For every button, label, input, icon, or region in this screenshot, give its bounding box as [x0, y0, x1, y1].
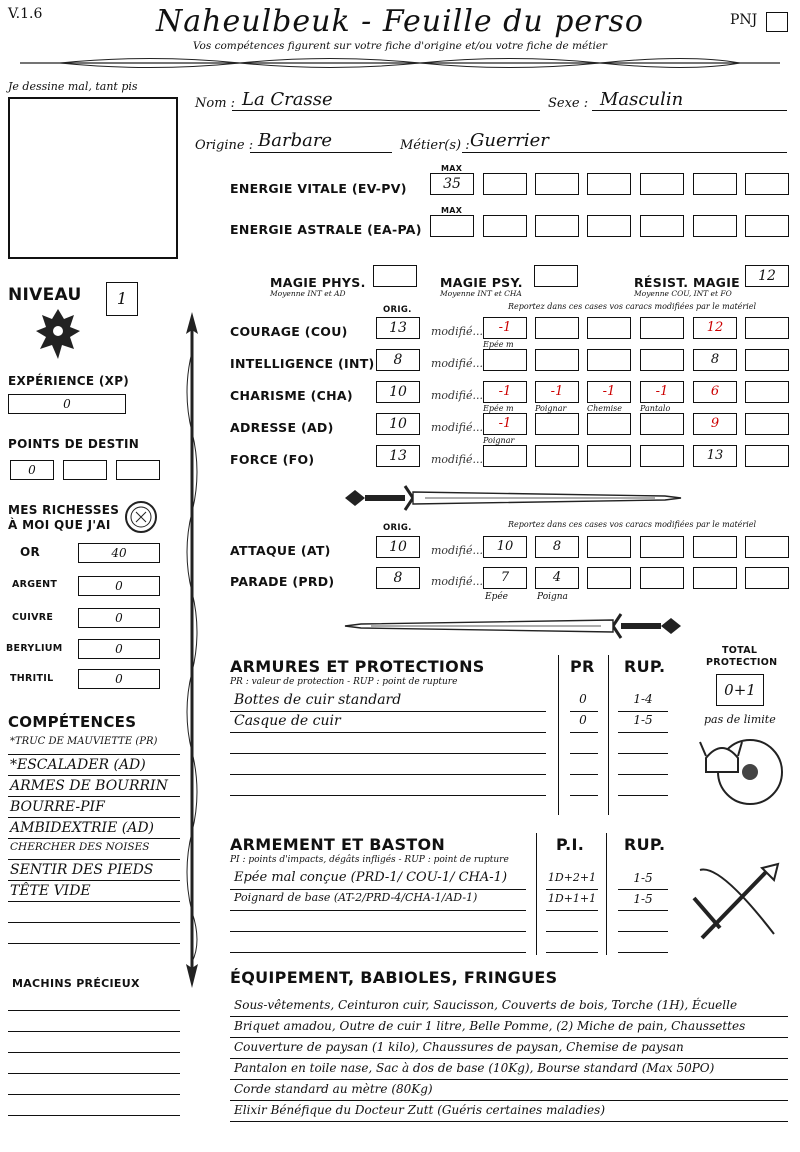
- armor-row-line: [230, 753, 546, 754]
- stat-orig-box[interactable]: 10: [376, 381, 420, 403]
- stat-mod-source: Epée m: [483, 340, 514, 349]
- header-vine-decoration: [20, 52, 780, 74]
- skill-line: [8, 754, 180, 755]
- ea-box-4[interactable]: [640, 215, 684, 237]
- weapon-row-line: [230, 952, 526, 953]
- stat-label: ADRESSE (AD): [230, 420, 334, 435]
- stat-mod-source: Poignar: [483, 436, 515, 445]
- weapon-row-line: [230, 931, 526, 932]
- stat-mod-source: Epée m: [483, 404, 514, 413]
- stat-mod-box[interactable]: [535, 413, 579, 435]
- weapons-divider-1: [536, 833, 537, 955]
- combat-mod-box[interactable]: [693, 567, 737, 589]
- armor-title: ARMURES ET PROTECTIONS: [230, 657, 485, 676]
- total-protection-label-2: PROTECTION: [706, 657, 778, 668]
- resist-magie-note: Moyenne COU, INT et FO: [634, 289, 732, 298]
- equipment-line[interactable]: Corde standard au mètre (80Kg): [234, 1082, 433, 1096]
- argent-label: ARGENT: [12, 579, 58, 590]
- precious-line: [8, 1031, 180, 1032]
- armor-row-line: [230, 795, 546, 796]
- armor-name[interactable]: Bottes de cuir standard: [234, 692, 402, 708]
- weapon-pi-line: [546, 889, 598, 890]
- stat-mod-box[interactable]: [535, 317, 579, 339]
- destin-box-2[interactable]: [63, 460, 107, 480]
- sexe-value[interactable]: Masculin: [600, 89, 684, 110]
- equipment-line[interactable]: Elixir Bénéfique du Docteur Zutt (Guéris certaines maladies): [234, 1103, 605, 1117]
- dragon-icon: [34, 305, 82, 363]
- equipment-rule: [230, 1121, 788, 1122]
- stat-modif-label: modifié...: [431, 325, 483, 338]
- argent-box[interactable]: 0: [78, 576, 160, 596]
- armor-rup-line: [618, 774, 668, 775]
- stat-mod-box[interactable]: [745, 445, 789, 467]
- skill-item[interactable]: *ESCALADER (AD): [10, 757, 146, 773]
- weapon-pi[interactable]: 1D+2+1: [547, 871, 597, 884]
- armor-note: PR : valeur de protection - RUP : point de rupture: [230, 677, 458, 687]
- stat-mod-box[interactable]: [745, 413, 789, 435]
- armor-pr[interactable]: 0: [579, 713, 587, 727]
- stat-mod-box[interactable]: [640, 317, 684, 339]
- resist-magie-box[interactable]: 12: [745, 265, 789, 287]
- ea-box-1[interactable]: [483, 215, 527, 237]
- armor-pr-line: [570, 711, 598, 712]
- total-protection-label-1: TOTAL: [722, 645, 758, 656]
- weapons-note: PI : points d'impacts, dégâts infligés - RUP : point de rupture: [230, 855, 509, 865]
- shield-helmet-icon: [698, 728, 788, 808]
- ev-box-1[interactable]: [483, 173, 527, 195]
- destin-box-3[interactable]: [116, 460, 160, 480]
- nom-line: [232, 110, 540, 111]
- stat-mod-box[interactable]: [587, 349, 631, 371]
- stat-mod-box[interactable]: [587, 445, 631, 467]
- weapon-pi-line: [546, 952, 598, 953]
- skill-line: [8, 817, 180, 818]
- combat-mod-box[interactable]: 4: [535, 567, 579, 589]
- competences-title: COMPÉTENCES: [8, 713, 137, 731]
- magie-phys-note: Moyenne INT et AD: [270, 289, 346, 298]
- magie-psy-box[interactable]: [534, 265, 578, 287]
- combat-sub-2: Poigna: [537, 592, 568, 602]
- stat-modif-label: modifié...: [431, 389, 483, 402]
- cuivre-box[interactable]: 0: [78, 608, 160, 628]
- destin-label: POINTS DE DESTIN: [8, 437, 140, 451]
- crossed-weapons-icon: [690, 858, 786, 948]
- armor-divider-2: [608, 655, 609, 815]
- ev-box-6[interactable]: [745, 173, 789, 195]
- stat-modif-label: modifié...: [431, 357, 483, 370]
- weapon-rup[interactable]: 1-5: [633, 871, 653, 885]
- ev-label: ENERGIE VITALE (EV-PV): [230, 181, 407, 196]
- weapon-row-line: [230, 889, 526, 890]
- stat-mod-box[interactable]: [535, 349, 579, 371]
- magie-phys-label: MAGIE PHYS.: [270, 275, 366, 290]
- combat-mod-box[interactable]: [745, 536, 789, 558]
- skill-line: [8, 859, 180, 860]
- stat-orig-box[interactable]: 10: [376, 413, 420, 435]
- armor-divider-1: [558, 655, 559, 815]
- combat-mod-box[interactable]: [587, 567, 631, 589]
- spear-decoration-icon: [180, 312, 204, 988]
- skill-item[interactable]: TÊTE VIDE: [10, 883, 91, 899]
- stat-orig-box[interactable]: 13: [376, 445, 420, 467]
- equipment-line[interactable]: Pantalon en toile nase, Sac à dos de base (10Kg), Bourse standard (Max 50PO): [234, 1061, 715, 1075]
- weapon-rup[interactable]: 1-5: [633, 892, 653, 906]
- nom-value[interactable]: La Crasse: [242, 89, 333, 110]
- destin-box-1[interactable]: 0: [10, 460, 54, 480]
- stat-mod-box[interactable]: [587, 317, 631, 339]
- metier-value[interactable]: Guerrier: [470, 130, 549, 151]
- skill-line: [8, 838, 180, 839]
- stat-mod-box[interactable]: -1: [640, 381, 684, 403]
- weapon-rup-line: [618, 889, 668, 890]
- equipment-line[interactable]: Couverture de paysan (1 kilo), Chaussures de paysan, Chemise de paysan: [234, 1040, 684, 1054]
- magie-psy-note: Moyenne INT et CHA: [440, 289, 522, 298]
- equipment-rule: [230, 1016, 788, 1017]
- combat-mod-box[interactable]: [693, 536, 737, 558]
- combat-mod-box[interactable]: 8: [535, 536, 579, 558]
- skill-line: [8, 901, 180, 902]
- combat-note: Reportez dans ces cases vos caracs modifiées par le matériel: [508, 520, 757, 529]
- combat-sub-1: Epée: [485, 592, 508, 602]
- skill-line: [8, 943, 180, 944]
- equipment-line[interactable]: Briquet amadou, Outre de cuir 1 litre, Belle Pomme, (2) Miche de pain, Chaussettes: [234, 1019, 746, 1033]
- armor-pr-line: [570, 732, 598, 733]
- precious-line: [8, 1094, 180, 1095]
- armor-row-line: [230, 732, 546, 733]
- stat-mod-box[interactable]: [640, 445, 684, 467]
- combat-mod-box[interactable]: [640, 536, 684, 558]
- coin-icon: [124, 500, 158, 534]
- weapon-name[interactable]: Epée mal conçue (PRD-1/ COU-1/ CHA-1): [234, 870, 508, 885]
- metier-label: Métier(s) :: [400, 138, 470, 153]
- portrait-caption: Je dessine mal, tant pis: [8, 80, 138, 93]
- skill-line: [8, 880, 180, 881]
- stat-orig-box[interactable]: 8: [376, 349, 420, 371]
- ev-max-label: MAX: [441, 164, 463, 173]
- combat-orig-box[interactable]: 10: [376, 536, 420, 558]
- ev-box-3[interactable]: [587, 173, 631, 195]
- stat-mod-box[interactable]: 8: [693, 349, 737, 371]
- stat-modif-label: modifié...: [431, 421, 483, 434]
- magie-psy-label: MAGIE PSY.: [440, 275, 523, 290]
- or-label: OR: [20, 545, 41, 559]
- precious-line: [8, 1115, 180, 1116]
- richesses-label-1: MES RICHESSES: [8, 503, 120, 517]
- stat-modif-label: modifié...: [431, 453, 483, 466]
- skill-item[interactable]: ARMES DE BOURRIN: [10, 778, 168, 794]
- armor-rup[interactable]: 1-5: [633, 713, 653, 727]
- weapon-rup-line: [618, 952, 668, 953]
- armor-rup-line: [618, 753, 668, 754]
- weapon-name[interactable]: Poignard de base (AT-2/PRD-4/CHA-1/AD-1): [234, 891, 478, 904]
- stat-label: INTELLIGENCE (INT): [230, 356, 375, 371]
- skill-line: [8, 775, 180, 776]
- combat-label: ATTAQUE (AT): [230, 543, 331, 558]
- combat-label: PARADE (PRD): [230, 574, 335, 589]
- armor-pr-line: [570, 795, 598, 796]
- sexe-label: Sexe :: [548, 96, 589, 111]
- skill-line: [8, 922, 180, 923]
- armor-pr[interactable]: 0: [579, 692, 587, 706]
- origine-value[interactable]: Barbare: [258, 130, 333, 151]
- resist-magie-label: RÉSIST. MAGIE: [634, 275, 741, 290]
- limit-label: pas de limite: [704, 713, 776, 726]
- weapon-pi-line: [546, 931, 598, 932]
- skill-line: [8, 796, 180, 797]
- thritil-box[interactable]: 0: [78, 669, 160, 689]
- armor-rup-line: [618, 732, 668, 733]
- stat-mod-box[interactable]: [640, 349, 684, 371]
- origine-label: Origine :: [195, 138, 254, 153]
- sheet-title: Naheulbeuk - Feuille du perso: [156, 4, 644, 39]
- stat-mod-box[interactable]: [745, 381, 789, 403]
- armor-row-line: [230, 711, 546, 712]
- stat-mod-source: Pantalo: [640, 404, 671, 413]
- metier-line: [462, 152, 787, 153]
- stat-mod-box[interactable]: -1: [483, 413, 527, 435]
- armor-col-rup: RUP.: [624, 657, 666, 676]
- stat-mod-box[interactable]: [640, 413, 684, 435]
- equipment-rule: [230, 1037, 788, 1038]
- xp-box[interactable]: 0: [8, 394, 126, 414]
- version-label: V.1.6: [8, 6, 43, 22]
- stat-label: COURAGE (COU): [230, 324, 348, 339]
- skill-item[interactable]: *TRUC DE MAUVIETTE (PR): [10, 736, 158, 747]
- stat-mod-source: Chemise: [587, 404, 622, 413]
- combat-mod-box[interactable]: [640, 567, 684, 589]
- armor-rup-line: [618, 795, 668, 796]
- equipment-rule: [230, 1058, 788, 1059]
- equipment-rule: [230, 1100, 788, 1101]
- sheet-subtitle: Vos compétences figurent sur votre fiche d'origine et/ou votre fiche de métier: [192, 40, 608, 52]
- skill-item[interactable]: AMBIDEXTRIE (AD): [10, 820, 155, 836]
- combat-orig-label: ORIG.: [383, 523, 412, 533]
- stat-mod-box[interactable]: -1: [587, 381, 631, 403]
- stat-mod-box[interactable]: -1: [535, 381, 579, 403]
- xp-label: EXPÉRIENCE (XP): [8, 374, 130, 388]
- weapons-col-rup: RUP.: [624, 835, 666, 854]
- stat-mod-box[interactable]: [745, 317, 789, 339]
- ea-box-6[interactable]: [745, 215, 789, 237]
- sexe-line: [592, 110, 787, 111]
- armor-pr-line: [570, 774, 598, 775]
- equipment-line[interactable]: Sous-vêtements, Ceinturon cuir, Saucisson, Couverts de bois, Torche (1H), Écuelle: [234, 998, 738, 1012]
- portrait-box[interactable]: [8, 97, 178, 259]
- machins-precieux-title: MACHINS PRÉCIEUX: [12, 977, 140, 990]
- weapon-rup-line: [618, 931, 668, 932]
- combat-mod-box[interactable]: [587, 536, 631, 558]
- pnj-label: PNJ: [730, 12, 758, 28]
- ev-box-4[interactable]: [640, 173, 684, 195]
- ea-max-label: MAX: [441, 206, 463, 215]
- stat-mod-box[interactable]: [483, 349, 527, 371]
- ev-box-5[interactable]: [693, 173, 737, 195]
- stat-mod-box[interactable]: 6: [693, 381, 737, 403]
- combat-modif-label: modifié...: [431, 575, 483, 588]
- sword-decoration-icon: [335, 478, 685, 518]
- precious-line: [8, 1010, 180, 1011]
- pnj-checkbox[interactable]: [766, 12, 788, 32]
- weapons-title: ARMEMENT ET BASTON: [230, 835, 446, 854]
- weapon-rup-line: [618, 910, 668, 911]
- stat-mod-box[interactable]: -1: [483, 317, 527, 339]
- stat-mod-box[interactable]: 13: [693, 445, 737, 467]
- weapons-divider-2: [606, 833, 607, 955]
- skill-item[interactable]: SENTIR DES PIEDS: [10, 862, 154, 878]
- stat-orig-box[interactable]: 13: [376, 317, 420, 339]
- skill-item[interactable]: BOURRE-PIF: [10, 799, 105, 815]
- armor-name[interactable]: Casque de cuir: [234, 713, 341, 729]
- armor-rup[interactable]: 1-4: [633, 692, 653, 706]
- armor-row-line: [230, 774, 546, 775]
- armor-pr-line: [570, 753, 598, 754]
- total-protection-box[interactable]: 0+1: [716, 674, 764, 706]
- stat-label: FORCE (FO): [230, 452, 315, 467]
- cuivre-label: CUIVRE: [12, 612, 54, 623]
- magie-phys-box[interactable]: [373, 265, 417, 287]
- origine-line: [250, 152, 392, 153]
- combat-modif-label: modifié...: [431, 544, 483, 557]
- stat-mod-box[interactable]: [535, 445, 579, 467]
- richesses-label-2: À MOI QUE J'AI: [8, 518, 111, 532]
- weapon-row-line: [230, 910, 526, 911]
- weapon-pi-line: [546, 910, 598, 911]
- armor-rup-line: [618, 711, 668, 712]
- ea-max-box[interactable]: [430, 215, 474, 237]
- skill-item[interactable]: CHERCHER DES NOISES: [10, 841, 150, 853]
- weapon-pi[interactable]: 1D+1+1: [547, 892, 597, 905]
- stats-note: Reportez dans ces cases vos caracs modifiées par le matériel: [508, 302, 757, 311]
- combat-mod-box[interactable]: 7: [483, 567, 527, 589]
- equipment-rule: [230, 1079, 788, 1080]
- niveau-label: NIVEAU: [8, 285, 82, 305]
- ea-box-2[interactable]: [535, 215, 579, 237]
- ev-box-2[interactable]: [535, 173, 579, 195]
- weapons-col-pi: P.I.: [556, 835, 585, 854]
- thritil-label: THRITIL: [10, 673, 54, 684]
- berylium-label: BERYLIUM: [6, 643, 63, 654]
- berylium-box[interactable]: 0: [78, 639, 160, 659]
- stat-mod-box[interactable]: [587, 413, 631, 435]
- stat-mod-source: Poignar: [535, 404, 567, 413]
- ea-label: ENERGIE ASTRALE (EA-PA): [230, 222, 422, 237]
- stat-mod-box[interactable]: -1: [483, 381, 527, 403]
- combat-mod-box[interactable]: 10: [483, 536, 527, 558]
- precious-line: [8, 1052, 180, 1053]
- ea-box-5[interactable]: [693, 215, 737, 237]
- or-box[interactable]: 40: [78, 543, 160, 563]
- ev-max-box[interactable]: 35: [430, 173, 474, 195]
- nom-label: Nom :: [195, 96, 236, 111]
- stats-orig-label: ORIG.: [383, 305, 412, 315]
- stat-mod-box[interactable]: 9: [693, 413, 737, 435]
- sword-decoration-2-icon: [335, 606, 685, 646]
- stat-mod-box[interactable]: 12: [693, 317, 737, 339]
- ea-box-3[interactable]: [587, 215, 631, 237]
- equipment-title: ÉQUIPEMENT, BABIOLES, FRINGUES: [230, 968, 558, 987]
- combat-mod-box[interactable]: [745, 567, 789, 589]
- stat-label: CHARISME (CHA): [230, 388, 353, 403]
- stat-mod-box[interactable]: [745, 349, 789, 371]
- armor-col-pr: PR: [570, 657, 595, 676]
- precious-line: [8, 1073, 180, 1074]
- combat-orig-box[interactable]: 8: [376, 567, 420, 589]
- stat-mod-box[interactable]: [483, 445, 527, 467]
- niveau-box[interactable]: 1: [106, 282, 138, 316]
